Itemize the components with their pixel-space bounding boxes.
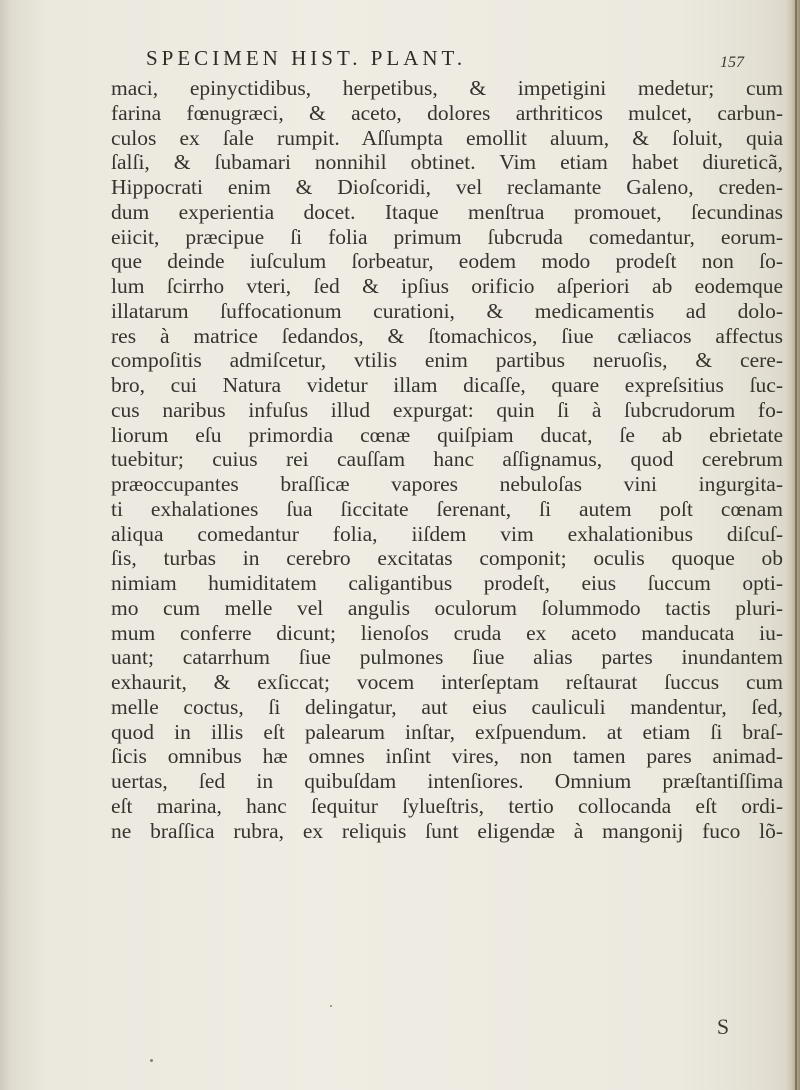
text-line: quod in illis eſt palearum inſtar, exſpuendum. at etiam ſi braſ-: [111, 719, 783, 744]
text-line: ſalſi, & ſubamari nonnihil obtinet. Vim etiam habet diureticã,: [111, 150, 783, 175]
running-head: [0, 46, 800, 76]
gutter-shadow: [0, 0, 10, 1090]
text-line: nimiam humiditatem caligantibus prodeſt, eius ſuccum opti-: [111, 571, 783, 595]
text-line: ti exhalationes ſua ſiccitate ſerenant, ſi autem poſt cœnam: [111, 496, 783, 521]
text-line: mum conferre dicunt; lienoſos cruda ex aceto manducata iu-: [111, 620, 783, 645]
text-line: eiicit, præcipue ſi folia primum ſubcruda comedantur, eorum-: [111, 224, 783, 249]
running-title: SPECIMEN HIST. PLANT.: [146, 46, 467, 70]
text-line: eſt marina, hanc ſequitur ſylueſtris, tertio collocanda eſt ordi-: [111, 793, 783, 818]
text-line: tuebitur; cuius rei cauſſam hanc aſſignamus, quod cerebrum: [111, 447, 783, 472]
text-line: illatarum ſuffocationum curationi, & medicamentis ad dolo-: [111, 298, 783, 323]
text-line: ne braſſica rubra, ex reliquis ſunt eligendæ à mangonij fuco lõ-: [111, 818, 783, 843]
text-line: res à matrice ſedandos, & ſtomachicos, ſiue cæliacos affectus: [111, 323, 783, 348]
text-line: uant; catarrhum ſiue pulmones ſiue alias partes inundantem: [111, 645, 783, 670]
ink-speck: [150, 1059, 153, 1062]
signature-mark: S: [716, 1014, 730, 1039]
ink-speck: [330, 1005, 332, 1007]
text-line: ſis, turbas in cerebro excitatas componit; oculis quoque ob: [111, 546, 783, 571]
text-line: aliqua comedantur folia, iiſdem vim exhalationibus diſcuſ-: [111, 521, 783, 546]
text-line: que deinde iuſculum ſorbeatur, eodem modo prodeſt non ſo-: [111, 249, 783, 274]
text-line: Hippocrati enim & Dioſcoridi, vel reclamante Galeno, creden-: [111, 175, 783, 199]
text-line: melle coctus, ſi delingatur, aut eius cauliculi mandentur, ſed,: [111, 694, 783, 719]
text-line: liorum eſu primordia cœnæ quiſpiam ducat, ſe ab ebrietate: [111, 422, 783, 447]
text-line: exhaurit, & exſiccat; vocem interſeptam reſtaurat ſuccus cum: [111, 670, 783, 694]
text-line: culos ex ſale rumpit. Aſſumpta emollit aluum, & ſoluit, quia: [111, 125, 783, 150]
text-line: bro, cui Natura videtur illam dicaſſe, quare expreſsitius ſuc-: [111, 373, 783, 397]
body-text: [111, 76, 783, 843]
text-line: uertas, ſed in quibuſdam intenſiores. Omnium præſtantiſſima: [111, 769, 783, 793]
text-line: dum experientia docet. Itaque menſtrua promouet, ſecundinas: [111, 199, 783, 224]
text-line: farina fœnugræci, & aceto, dolores arthriticos mulcet, carbun-: [111, 100, 783, 125]
text-line: cus naribus infuſus illud expurgat: quin ſi à ſubcrudorum fo-: [111, 397, 783, 422]
text-line: præoccupantes braſſicæ vapores nebuloſas vini ingurgita-: [111, 472, 783, 496]
text-line: maci, epinyctidibus, herpetibus, & impetigini medetur; cum: [111, 76, 783, 100]
text-line: ſicis omnibus hæ omnes inſint vires, non tamen pares animad-: [111, 744, 783, 769]
text-line: mo cum melle vel angulis oculorum ſolummodo tactis pluri-: [111, 595, 783, 620]
page-number: 157: [720, 54, 744, 71]
page-edge: [786, 0, 800, 1090]
text-line: compoſitis admiſcetur, vtilis enim partibus neruoſis, & cere-: [111, 348, 783, 373]
text-line: lum ſcirrho vteri, ſed & ipſius orificio aſperiori ab eodemque: [111, 274, 783, 298]
